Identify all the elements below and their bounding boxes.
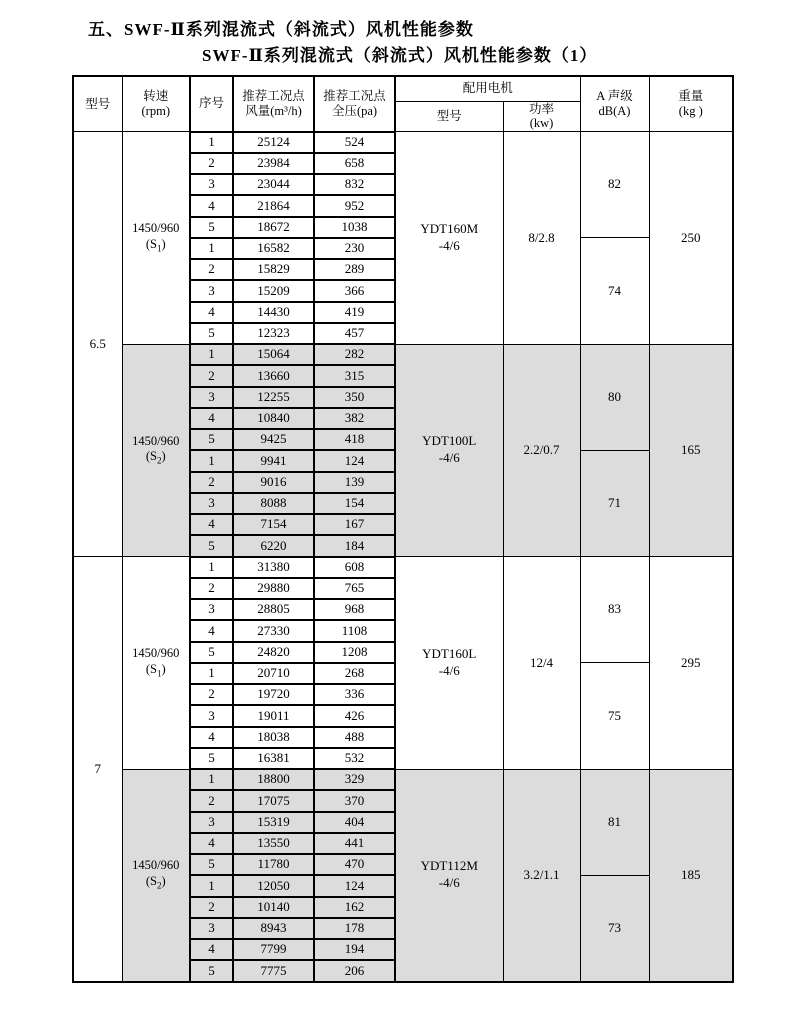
seq-cell: 5 [190,642,233,663]
flow-cell: 10140 [233,897,314,918]
seq-cell: 4 [190,833,233,854]
noise-level-cell: 75 [580,663,649,769]
flow-cell: 12050 [233,875,314,896]
table-row [73,132,733,153]
weight-cell: 185 [649,769,733,982]
motor-model-cell: YDT112M -4/6 [395,769,503,982]
noise-level-cell: 80 [580,344,649,450]
motor-model-cell: YDT160M -4/6 [395,132,503,345]
weight-cell: 295 [649,557,733,770]
power-cell: 12/4 [503,557,580,770]
pressure-cell: 336 [314,684,395,705]
seq-cell: 5 [190,960,233,981]
weight-cell: 250 [649,132,733,345]
pressure-cell: 167 [314,514,395,535]
header-pressure [314,76,395,132]
pressure-cell: 206 [314,960,395,981]
flow-cell: 12255 [233,387,314,408]
weight-cell: 165 [649,344,733,557]
flow-cell: 10840 [233,408,314,429]
flow-cell: 16381 [233,748,314,769]
pressure-cell: 426 [314,705,395,726]
seq-cell: 5 [190,854,233,875]
seq-cell: 1 [190,769,233,790]
seq-cell: 2 [190,259,233,280]
seq-cell: 2 [190,472,233,493]
seq-cell: 1 [190,663,233,684]
seq-cell: 1 [190,875,233,896]
pressure-cell: 470 [314,854,395,875]
pressure-cell: 139 [314,472,395,493]
seq-cell: 4 [190,195,233,216]
header-speed-line1: 转速 [143,89,169,104]
header-motor-group: 配用电机 [395,76,580,101]
power-cell: 3.2/1.1 [503,769,580,982]
seq-cell: 5 [190,535,233,556]
seq-cell: 4 [190,620,233,641]
speed-cell: 1450/960 $(S_1)$ [122,557,190,770]
noise-level-cell: 81 [580,769,649,875]
pressure-cell: 441 [314,833,395,854]
flow-cell: 17075 [233,790,314,811]
pressure-cell: 968 [314,599,395,620]
flow-cell: 29880 [233,578,314,599]
power-cell: 8/2.8 [503,132,580,345]
seq-cell: 5 [190,748,233,769]
flow-cell: 19011 [233,705,314,726]
pressure-cell: 832 [314,174,395,195]
pressure-cell: 124 [314,450,395,471]
seq-cell: 2 [190,578,233,599]
flow-cell: 7799 [233,939,314,960]
pressure-cell: 608 [314,557,395,578]
seq-cell: 4 [190,727,233,748]
flow-cell: 7154 [233,514,314,535]
pressure-cell: 952 [314,195,395,216]
pressure-cell: 162 [314,897,395,918]
header-model: 型号 [73,76,122,132]
speed-cell: 1450/960 $(S_2)$ [122,769,190,982]
seq-cell: 1 [190,238,233,259]
page-title: 五、SWF-Ⅱ系列混流式（斜流式）风机性能参数 [88,20,474,39]
header-power-line2: (kw) [529,116,554,131]
flow-cell: 15829 [233,259,314,280]
pressure-cell: 184 [314,535,395,556]
pressure-cell: 1108 [314,620,395,641]
pressure-cell: 419 [314,302,395,323]
pressure-cell: 268 [314,663,395,684]
header-speed-line2: (rpm) [141,104,170,118]
seq-cell: 3 [190,705,233,726]
flow-cell: 6220 [233,535,314,556]
seq-cell: 3 [190,174,233,195]
pressure-cell: 404 [314,812,395,833]
pressure-cell: 765 [314,578,395,599]
pressure-cell: 194 [314,939,395,960]
seq-cell: 3 [190,280,233,301]
pressure-cell: 658 [314,153,395,174]
flow-cell: 15319 [233,812,314,833]
noise-level-cell: 73 [580,875,649,981]
header-pressure-line2: 全压(pa) [331,103,378,118]
flow-cell: 9425 [233,429,314,450]
pressure-cell: 154 [314,493,395,514]
flow-cell: 23044 [233,174,314,195]
flow-cell: 9016 [233,472,314,493]
flow-cell: 12323 [233,323,314,344]
motor-model-cell: YDT160L -4/6 [395,557,503,770]
flow-cell: 20710 [233,663,314,684]
pressure-cell: 488 [314,727,395,748]
table-row [73,769,733,790]
seq-cell: 5 [190,323,233,344]
flow-cell: 14430 [233,302,314,323]
seq-cell: 5 [190,429,233,450]
flow-cell: 13660 [233,365,314,386]
pressure-cell: 282 [314,344,395,365]
header-speed [122,76,190,132]
seq-cell: 1 [190,344,233,365]
seq-cell: 1 [190,557,233,578]
pressure-cell: 1208 [314,642,395,663]
header-flow [233,76,314,132]
flow-cell: 11780 [233,854,314,875]
pressure-cell: 230 [314,238,395,259]
header-flow-line1: 推荐工况点 [242,89,305,103]
model-cell: 7 [73,557,122,982]
header-weight [649,76,733,132]
page-subtitle: SWF-Ⅱ系列混流式（斜流式）风机性能参数（1） [202,46,598,65]
seq-cell: 3 [190,387,233,408]
pressure-cell: 329 [314,769,395,790]
flow-cell: 16582 [233,238,314,259]
flow-cell: 27330 [233,620,314,641]
flow-cell: 18672 [233,217,314,238]
flow-cell: 21864 [233,195,314,216]
pressure-cell: 382 [314,408,395,429]
header-weight-line2: (kg ) [678,104,703,118]
seq-cell: 2 [190,153,233,174]
table-row [73,344,733,365]
noise-level-cell: 74 [580,238,649,344]
header-weight-line1: 重量 [678,89,704,104]
seq-cell: 4 [190,302,233,323]
motor-model-cell: YDT100L -4/6 [395,344,503,557]
flow-cell: 31380 [233,557,314,578]
header-flow-line2: 风量(m³/h) [245,103,302,118]
pressure-cell: 457 [314,323,395,344]
speed-cell: 1450/960 $(S_2)$ [122,344,190,557]
seq-cell: 4 [190,514,233,535]
pressure-cell: 124 [314,875,395,896]
seq-cell: 3 [190,812,233,833]
seq-cell: 1 [190,132,233,153]
seq-cell: 3 [190,493,233,514]
header-noise [580,76,649,132]
seq-cell: 2 [190,684,233,705]
flow-cell: 8088 [233,493,314,514]
flow-cell: 18038 [233,727,314,748]
pressure-cell: 1038 [314,217,395,238]
seq-cell: 5 [190,217,233,238]
noise-level-cell: 82 [580,132,649,238]
power-cell: 2.2/0.7 [503,344,580,557]
pressure-cell: 532 [314,748,395,769]
flow-cell: 24820 [233,642,314,663]
seq-cell: 2 [190,897,233,918]
flow-cell: 15209 [233,280,314,301]
flow-cell: 9941 [233,450,314,471]
pressure-cell: 178 [314,918,395,939]
flow-cell: 7775 [233,960,314,981]
seq-cell: 1 [190,450,233,471]
pressure-cell: 418 [314,429,395,450]
pressure-cell: 366 [314,280,395,301]
flow-cell: 8943 [233,918,314,939]
pressure-cell: 289 [314,259,395,280]
header-noise-line2: dB(A) [598,104,631,118]
flow-cell: 28805 [233,599,314,620]
header-noise-line1: A 声级 [596,89,633,104]
header-pressure-line1: 推荐工况点 [323,89,386,103]
table-row [73,557,733,578]
pressure-cell: 315 [314,365,395,386]
seq-cell: 2 [190,790,233,811]
fan-performance-table [72,75,734,983]
seq-cell: 3 [190,599,233,620]
flow-cell: 15064 [233,344,314,365]
header-motor-model: 型号 [395,101,503,132]
flow-cell: 19720 [233,684,314,705]
pressure-cell: 370 [314,790,395,811]
seq-cell: 4 [190,939,233,960]
flow-cell: 18800 [233,769,314,790]
flow-cell: 13550 [233,833,314,854]
flow-cell: 23984 [233,153,314,174]
speed-cell: 1450/960 $(S_1)$ [122,132,190,345]
noise-level-cell: 83 [580,557,649,663]
seq-cell: 2 [190,365,233,386]
header-seq: 序号 [190,76,233,132]
header-power-line1: 功率 [529,101,555,116]
flow-cell: 25124 [233,132,314,153]
seq-cell: 4 [190,408,233,429]
pressure-cell: 524 [314,132,395,153]
seq-cell: 3 [190,918,233,939]
model-cell: 6.5 [73,132,122,557]
header-power [503,101,580,132]
pressure-cell: 350 [314,387,395,408]
noise-level-cell: 71 [580,450,649,556]
